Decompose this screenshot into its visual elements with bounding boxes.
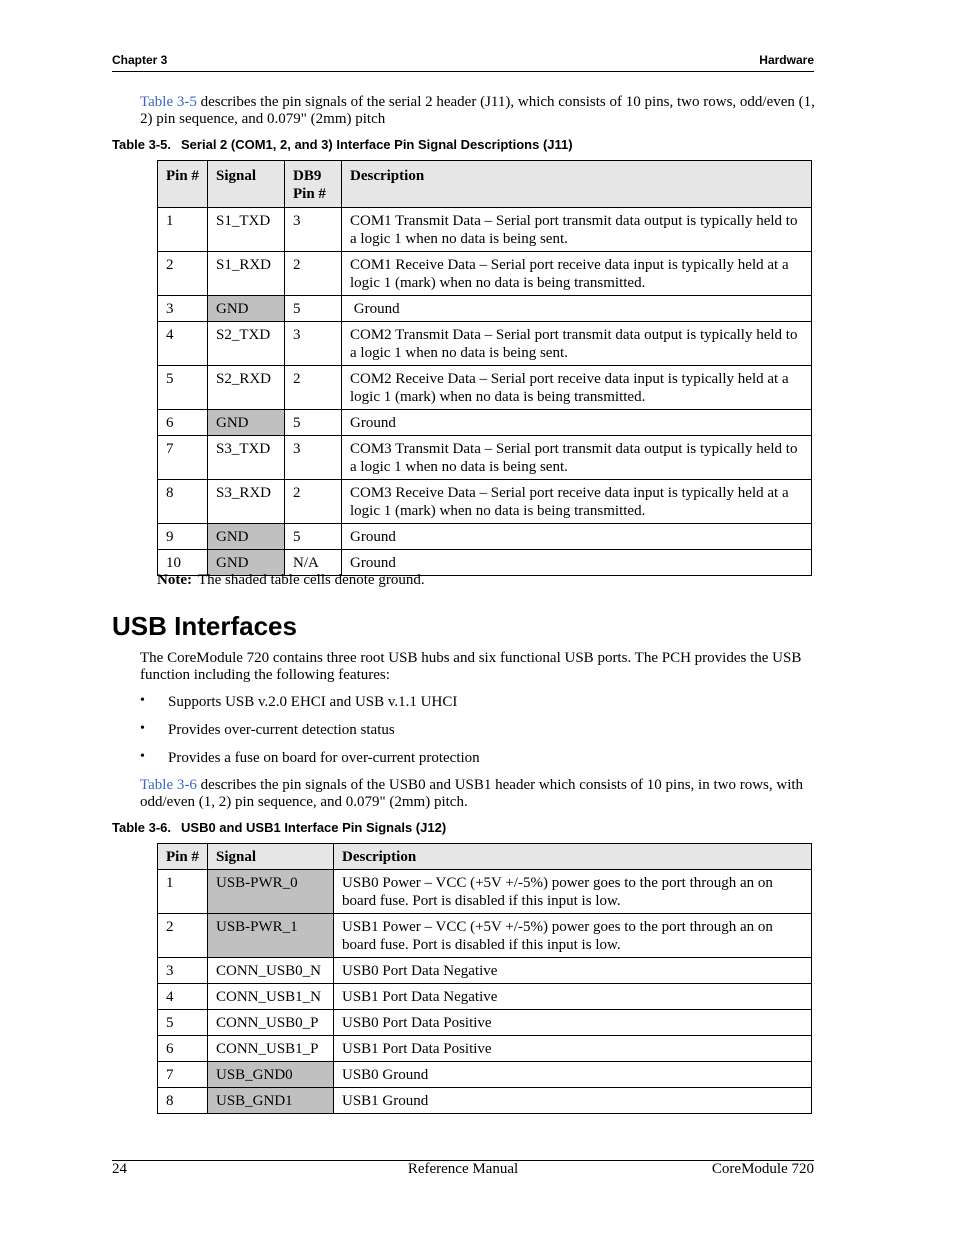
cell-signal: CONN_USB0_N <box>208 958 334 984</box>
header-description: Description <box>342 161 812 208</box>
cell-db9: 5 <box>285 524 342 550</box>
cell-db9: 3 <box>285 322 342 366</box>
cell-desc: USB1 Port Data Positive <box>334 1036 812 1062</box>
cell-signal: S1_RXD <box>208 252 285 296</box>
cell-signal: USB_GND1 <box>208 1088 334 1114</box>
list-item-text: Provides over-current detection status <box>168 722 395 738</box>
table-row <box>158 524 812 550</box>
cell-signal: GND <box>208 410 285 436</box>
cell-pin: 10 <box>158 550 208 576</box>
table-row <box>158 1036 812 1062</box>
header-signal: Signal <box>208 844 334 870</box>
table-row <box>158 436 812 480</box>
cell-pin: 4 <box>158 322 208 366</box>
table2-caption-title: USB0 and USB1 Interface Pin Signals (J12) <box>181 820 447 835</box>
cell-signal: USB-PWR_0 <box>208 870 334 914</box>
cell-pin: 6 <box>158 410 208 436</box>
note-text: The shaded table cells denote ground. <box>197 572 425 588</box>
table-3-5-link[interactable]: Table 3-5 <box>140 94 197 110</box>
bullet-icon: • <box>140 693 145 708</box>
cell-signal: USB_GND0 <box>208 1062 334 1088</box>
header-description: Description <box>334 844 812 870</box>
table-row <box>158 480 812 524</box>
intro-paragraph <box>140 94 816 128</box>
cell-pin: 2 <box>158 914 208 958</box>
cell-pin: 8 <box>158 480 208 524</box>
table-note <box>157 572 425 589</box>
note-label: Note: <box>157 572 192 588</box>
cell-signal: USB-PWR_1 <box>208 914 334 958</box>
cell-pin: 2 <box>158 252 208 296</box>
bullet-icon: • <box>140 721 145 736</box>
cell-db9: 3 <box>285 208 342 252</box>
usb-table-paragraph-text: describes the pin signals of the USB0 and USB1 header which consists of 10 pins, in two rows, with odd/even (1, 2) pin sequence, and 0.079" (2mm) pitch. <box>140 777 804 810</box>
list-item <box>140 749 816 777</box>
cell-db9: 2 <box>285 252 342 296</box>
cell-db9: 2 <box>285 366 342 410</box>
cell-signal: S2_TXD <box>208 322 285 366</box>
cell-desc: COM3 Transmit Data – Serial port transmit data output is typically held to a logic 1 when no data is being sent. <box>342 436 812 480</box>
cell-db9: N/A <box>285 550 342 576</box>
cell-desc: COM3 Receive Data – Serial port receive data input is typically held at a logic 1 (mark) when no data is being transmitted. <box>342 480 812 524</box>
cell-signal: S2_RXD <box>208 366 285 410</box>
page-header <box>112 51 814 72</box>
cell-pin: 1 <box>158 870 208 914</box>
table-row <box>158 252 812 296</box>
table-row <box>158 1062 812 1088</box>
table2-caption <box>112 820 446 835</box>
cell-signal: CONN_USB1_N <box>208 984 334 1010</box>
header-db9: DB9 Pin # <box>285 161 342 208</box>
header-pin: Pin # <box>158 844 208 870</box>
cell-signal: S3_TXD <box>208 436 285 480</box>
table-row <box>158 366 812 410</box>
cell-pin: 4 <box>158 984 208 1010</box>
cell-db9: 5 <box>285 296 342 322</box>
cell-desc: USB0 Port Data Negative <box>334 958 812 984</box>
bullet-icon: • <box>140 749 145 764</box>
cell-pin: 3 <box>158 296 208 322</box>
cell-pin: 5 <box>158 1010 208 1036</box>
cell-pin: 7 <box>158 436 208 480</box>
table1-caption-title: Serial 2 (COM1, 2, and 3) Interface Pin Signal Descriptions (J11) <box>181 137 573 152</box>
cell-desc: USB1 Power – VCC (+5V +/-5%) power goes to the port through an on board fuse. Port is disabled if this input is low. <box>334 914 812 958</box>
cell-signal: S3_RXD <box>208 480 285 524</box>
section-heading: USB Interfaces <box>112 611 297 641</box>
cell-desc: Ground <box>342 296 812 322</box>
usb-pin-table <box>157 843 812 1114</box>
cell-desc: USB0 Ground <box>334 1062 812 1088</box>
list-item <box>140 693 816 721</box>
cell-pin: 5 <box>158 366 208 410</box>
cell-signal: CONN_USB1_P <box>208 1036 334 1062</box>
cell-pin: 3 <box>158 958 208 984</box>
cell-pin: 6 <box>158 1036 208 1062</box>
table-row <box>158 914 812 958</box>
cell-desc: Ground <box>342 550 812 576</box>
list-item-text: Supports USB v.2.0 EHCI and USB v.1.1 UHCI <box>168 694 458 710</box>
table-row <box>158 870 812 914</box>
table-row <box>158 296 812 322</box>
usb-intro-paragraph: The CoreModule 720 contains three root USB hubs and six functional USB ports. The PCH provides the USB function including the following features: <box>140 650 802 683</box>
footer-manual-title: Reference Manual <box>407 1161 519 1177</box>
cell-desc: Ground <box>342 410 812 436</box>
cell-db9: 2 <box>285 480 342 524</box>
cell-pin: 1 <box>158 208 208 252</box>
cell-desc: USB0 Power – VCC (+5V +/-5%) power goes to the port through an on board fuse. Port is disabled if this input is low. <box>334 870 812 914</box>
table-row <box>158 1010 812 1036</box>
table-row <box>158 958 812 984</box>
cell-signal: GND <box>208 296 285 322</box>
cell-desc: USB0 Port Data Positive <box>334 1010 812 1036</box>
cell-signal: S1_TXD <box>208 208 285 252</box>
intro-text: describes the pin signals of the serial 2 header (J11), which consists of 10 pins, two rows, odd/even (1, 2) pin sequence, and 0.079" (2mm) pitch <box>140 94 815 127</box>
section-label: Hardware <box>759 53 814 67</box>
list-item-text: Provides a fuse on board for over-current protection <box>168 750 480 766</box>
usb-table-paragraph <box>140 777 816 811</box>
cell-desc: COM2 Transmit Data – Serial port transmit data output is typically held to a logic 1 when no data is being sent. <box>342 322 812 366</box>
table-row <box>158 1088 812 1114</box>
table-row <box>158 322 812 366</box>
table2-caption-number: Table 3-6. <box>112 820 172 835</box>
cell-signal: GND <box>208 550 285 576</box>
page-footer <box>112 1160 814 1181</box>
page-number: 24 <box>112 1161 127 1177</box>
table1-caption-number: Table 3-5. <box>112 137 172 152</box>
footer-product-name: CoreModule 720 <box>711 1161 814 1177</box>
cell-desc: COM1 Receive Data – Serial port receive data input is typically held at a logic 1 (mark) when no data is being transmitted. <box>342 252 812 296</box>
cell-desc: Ground <box>342 524 812 550</box>
cell-db9: 3 <box>285 436 342 480</box>
header-signal: Signal <box>208 161 285 208</box>
cell-desc: COM2 Receive Data – Serial port receive data input is typically held at a logic 1 (mark) when no data is being transmitted. <box>342 366 812 410</box>
table-header-row <box>158 161 812 208</box>
table-header-row <box>158 844 812 870</box>
table1-caption <box>112 137 573 152</box>
cell-desc: USB1 Port Data Negative <box>334 984 812 1010</box>
feature-list <box>140 693 816 777</box>
table-row <box>158 410 812 436</box>
header-pin: Pin # <box>158 161 208 208</box>
cell-pin: 8 <box>158 1088 208 1114</box>
cell-signal: CONN_USB0_P <box>208 1010 334 1036</box>
cell-desc: USB1 Ground <box>334 1088 812 1114</box>
table-3-6-link[interactable]: Table 3-6 <box>140 777 197 793</box>
cell-desc: COM1 Transmit Data – Serial port transmit data output is typically held to a logic 1 when no data is being sent. <box>342 208 812 252</box>
serial-pin-table <box>157 160 812 576</box>
cell-pin: 7 <box>158 1062 208 1088</box>
table-row <box>158 984 812 1010</box>
cell-signal: GND <box>208 524 285 550</box>
table-row <box>158 208 812 252</box>
cell-pin: 9 <box>158 524 208 550</box>
chapter-label: Chapter 3 <box>112 53 168 67</box>
list-item <box>140 721 816 749</box>
cell-db9: 5 <box>285 410 342 436</box>
